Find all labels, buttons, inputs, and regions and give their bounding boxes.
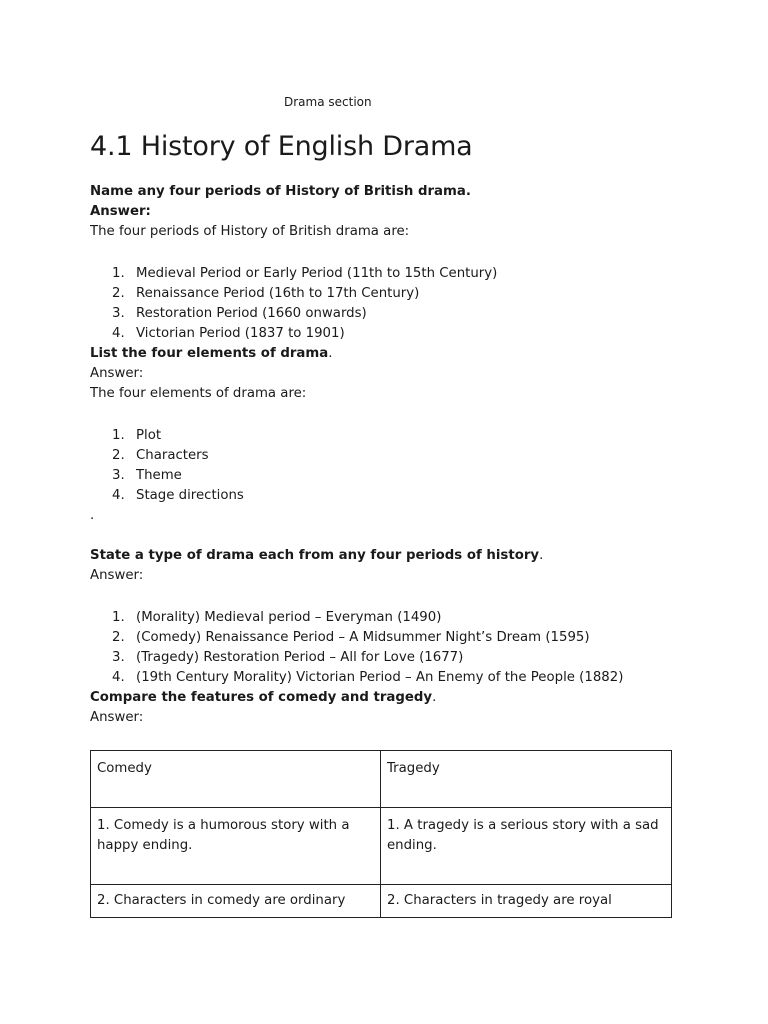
- table-row: [91, 808, 672, 885]
- list-item-text: Stage directions: [136, 488, 244, 503]
- question-4: [90, 688, 680, 708]
- list-number: 1.: [112, 428, 125, 443]
- list-number: 4.: [112, 670, 125, 685]
- answer-label-1: Answer:: [90, 204, 151, 219]
- section-title: 4.1 History of English Drama: [90, 131, 473, 162]
- list-item: [90, 486, 680, 506]
- list-item: [90, 446, 680, 466]
- list-item-text: Theme: [136, 468, 182, 483]
- question-3: [90, 546, 680, 566]
- list-number: 1.: [112, 610, 125, 625]
- list-number: 2.: [112, 630, 125, 645]
- table-cell: 2. Characters in comedy are ordinary: [91, 885, 381, 918]
- question-2-text: List the four elements of drama: [90, 346, 329, 361]
- list-item-text: Characters: [136, 448, 209, 463]
- question-2-suffix: .: [328, 346, 333, 361]
- list-item: [90, 284, 680, 304]
- list-item: [90, 426, 680, 446]
- list-item-text: (19th Century Morality) Victorian Period – An Enemy of the People (1882): [136, 670, 624, 685]
- question-4-suffix: .: [432, 690, 437, 705]
- list-item: [90, 264, 680, 284]
- question-3-text: State a type of drama each from any four periods of history: [90, 548, 540, 563]
- question-1: Name any four periods of History of British drama.: [90, 184, 471, 199]
- list-item: [90, 324, 680, 344]
- list-number: 4.: [112, 488, 125, 503]
- table-header-tragedy: Tragedy: [381, 751, 672, 808]
- answer-label-2: Answer:: [90, 366, 144, 381]
- list-item-text: Restoration Period (1660 onwards): [136, 306, 367, 321]
- answer-intro-2: The four elements of drama are:: [90, 386, 307, 401]
- question-3-suffix: .: [539, 548, 544, 563]
- list-item: [90, 648, 680, 668]
- table-cell: 2. Characters in tragedy are royal: [381, 885, 672, 918]
- table-cell: 1. Comedy is a humorous story with a happy ending.: [91, 808, 381, 885]
- list-number: 3.: [112, 306, 125, 321]
- trailing-period: .: [90, 508, 95, 523]
- comparison-table: [90, 750, 672, 918]
- list-number: 2.: [112, 448, 125, 463]
- table-row: [91, 885, 672, 918]
- question-2: [90, 344, 680, 364]
- page-header: Drama section: [284, 95, 372, 109]
- list-number: 1.: [112, 266, 125, 281]
- list-item: [90, 628, 680, 648]
- list-item-text: Renaissance Period (16th to 17th Century): [136, 286, 420, 301]
- list-number: 4.: [112, 326, 125, 341]
- table-cell: 1. A tragedy is a serious story with a sad ending.: [381, 808, 672, 885]
- list-item: [90, 304, 680, 324]
- periods-list: [90, 264, 680, 344]
- list-item-text: Victorian Period (1837 to 1901): [136, 326, 345, 341]
- table-header-row: [91, 751, 672, 808]
- drama-types-list: [90, 608, 680, 688]
- list-number: 3.: [112, 650, 125, 665]
- question-4-text: Compare the features of comedy and tragedy: [90, 690, 433, 705]
- list-item-text: (Comedy) Renaissance Period – A Midsummer Night’s Dream (1595): [136, 630, 590, 645]
- table-header-comedy: Comedy: [91, 751, 381, 808]
- list-item-text: (Morality) Medieval period – Everyman (1490): [136, 610, 442, 625]
- list-item: [90, 608, 680, 628]
- elements-list: [90, 426, 680, 506]
- answer-label-4: Answer:: [90, 710, 144, 725]
- list-number: 3.: [112, 468, 125, 483]
- answer-label-3: Answer:: [90, 568, 144, 583]
- list-item-text: (Tragedy) Restoration Period – All for Love (1677): [136, 650, 464, 665]
- list-item-text: Medieval Period or Early Period (11th to 15th Century): [136, 266, 498, 281]
- list-item: [90, 466, 680, 486]
- list-item: [90, 668, 680, 688]
- list-number: 2.: [112, 286, 125, 301]
- document-content: [90, 126, 680, 918]
- list-item-text: Plot: [136, 428, 162, 443]
- answer-intro-1: The four periods of History of British drama are:: [90, 224, 410, 239]
